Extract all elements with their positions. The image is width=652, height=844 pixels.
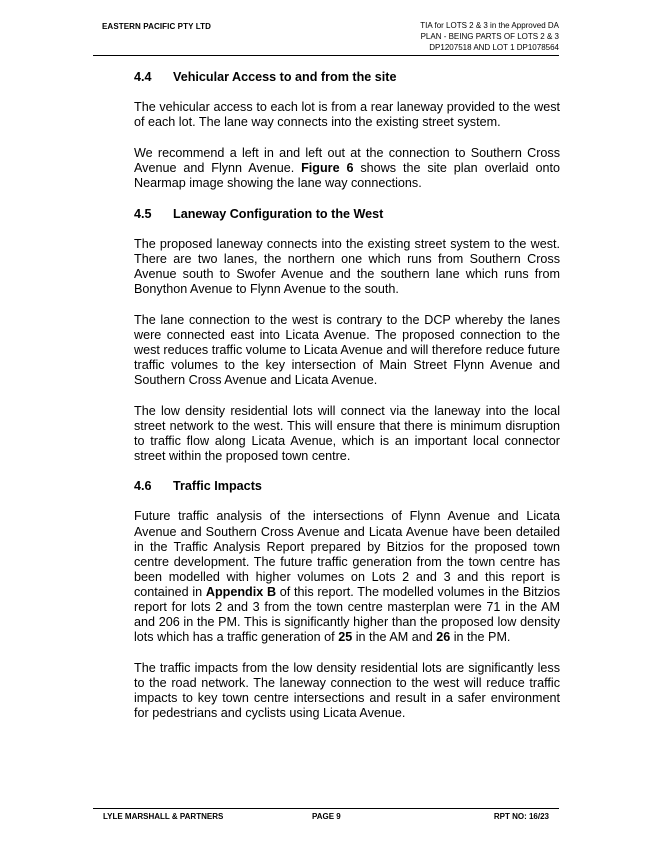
section-number: 4.4 [134, 70, 152, 84]
paragraph [134, 146, 560, 191]
section-heading-4-6 [134, 479, 560, 494]
appendix-reference: Appendix B [205, 584, 277, 599]
figure-reference: Figure 6 [301, 160, 354, 175]
pm-traffic-value: 26 [436, 630, 451, 645]
paragraph-text: We recommend a left in and left out at the connection to Southern Cross Avenue and Flynn Avenue. [134, 145, 560, 175]
section-heading-4-4 [134, 70, 560, 85]
paragraph: The lane connection to the west is contrary to the DCP whereby the lanes were connected east into Licata Avenue. The proposed connection to the west reduces traffic volume to Licata Avenue and will therefore reduce future traffic volumes to the key intersection of Main Street Flynn Avenue and Southern Cross Avenue and Licata Avenue. [134, 312, 560, 387]
header-document-info [309, 20, 559, 53]
paragraph-text: Future traffic analysis of the intersections of Flynn Avenue and Licata Avenue and Southern Cross Avenue and Licata Avenue have been detailed in the Traffic Analysis Report prepared by Bitzios for the proposed town centre development. The future traffic generation from the town centre has been modelled with higher volumes on Lots 2 and 3 and this report is contained in [134, 509, 560, 599]
paragraph: The vehicular access to each lot is from a rear laneway provided to the west of each lot. The lane way connects into the existing street system. [134, 100, 560, 130]
paragraph: The proposed laneway connects into the existing street system to the west. There are two lanes, the northern one which runs from Southern Cross Avenue south to Swofer Avenue and the southern lane which runs from Bonython Avenue to Flynn Avenue to the south. [134, 236, 560, 296]
section-number: 4.5 [134, 206, 152, 221]
header-doc-line: TIA for LOTS 2 & 3 in the Approved DA [420, 21, 559, 30]
page-number: PAGE 9 [312, 812, 341, 821]
page-body [134, 70, 560, 737]
header-company: EASTERN PACIFIC PTY LTD [102, 22, 211, 31]
paragraph-text: in the AM and [352, 630, 437, 645]
footer-company: LYLE MARSHALL & PARTNERS [103, 812, 224, 821]
footer-rule [93, 808, 559, 809]
header-doc-line: PLAN - BEING PARTS OF LOTS 2 & 3 [420, 32, 559, 41]
section-title: Laneway Configuration to the West [173, 206, 384, 221]
section-title: Traffic Impacts [173, 479, 262, 494]
header-doc-line: DP1207518 AND LOT 1 DP1078564 [429, 43, 559, 52]
paragraph-text: in the PM. [450, 630, 511, 645]
section-heading-4-5 [134, 207, 560, 222]
section-number: 4.6 [134, 479, 152, 494]
paragraph-text: of this report. The modelled volumes in the Bitzios report for lots 2 and 3 from the town centre masterplan were 71 in the AM and 206 in the PM. This is significantly higher than the proposed low density lots which has a traffic generation of [134, 584, 560, 645]
section-title: Vehicular Access to and from the site [173, 70, 397, 84]
paragraph [134, 509, 560, 645]
paragraph: The low density residential lots will connect via the laneway into the local street network to the west. This will ensure that there is minimum disruption to traffic flow along Licata Avenue, which is an important local connector street within the proposed town centre. [134, 403, 560, 463]
am-traffic-value: 25 [338, 630, 353, 645]
paragraph: The traffic impacts from the low density residential lots are significantly less to the road network. The laneway connection to the west will reduce traffic impacts to key town centre intersections and result in a safer environment for pedestrians and cyclists using Licata Avenue. [134, 660, 560, 721]
report-number: RPT NO: 16/23 [493, 812, 549, 821]
header-rule [93, 55, 559, 56]
paragraph-text: shows the site plan overlaid onto Nearmap image showing the lane way connections. [134, 160, 560, 190]
